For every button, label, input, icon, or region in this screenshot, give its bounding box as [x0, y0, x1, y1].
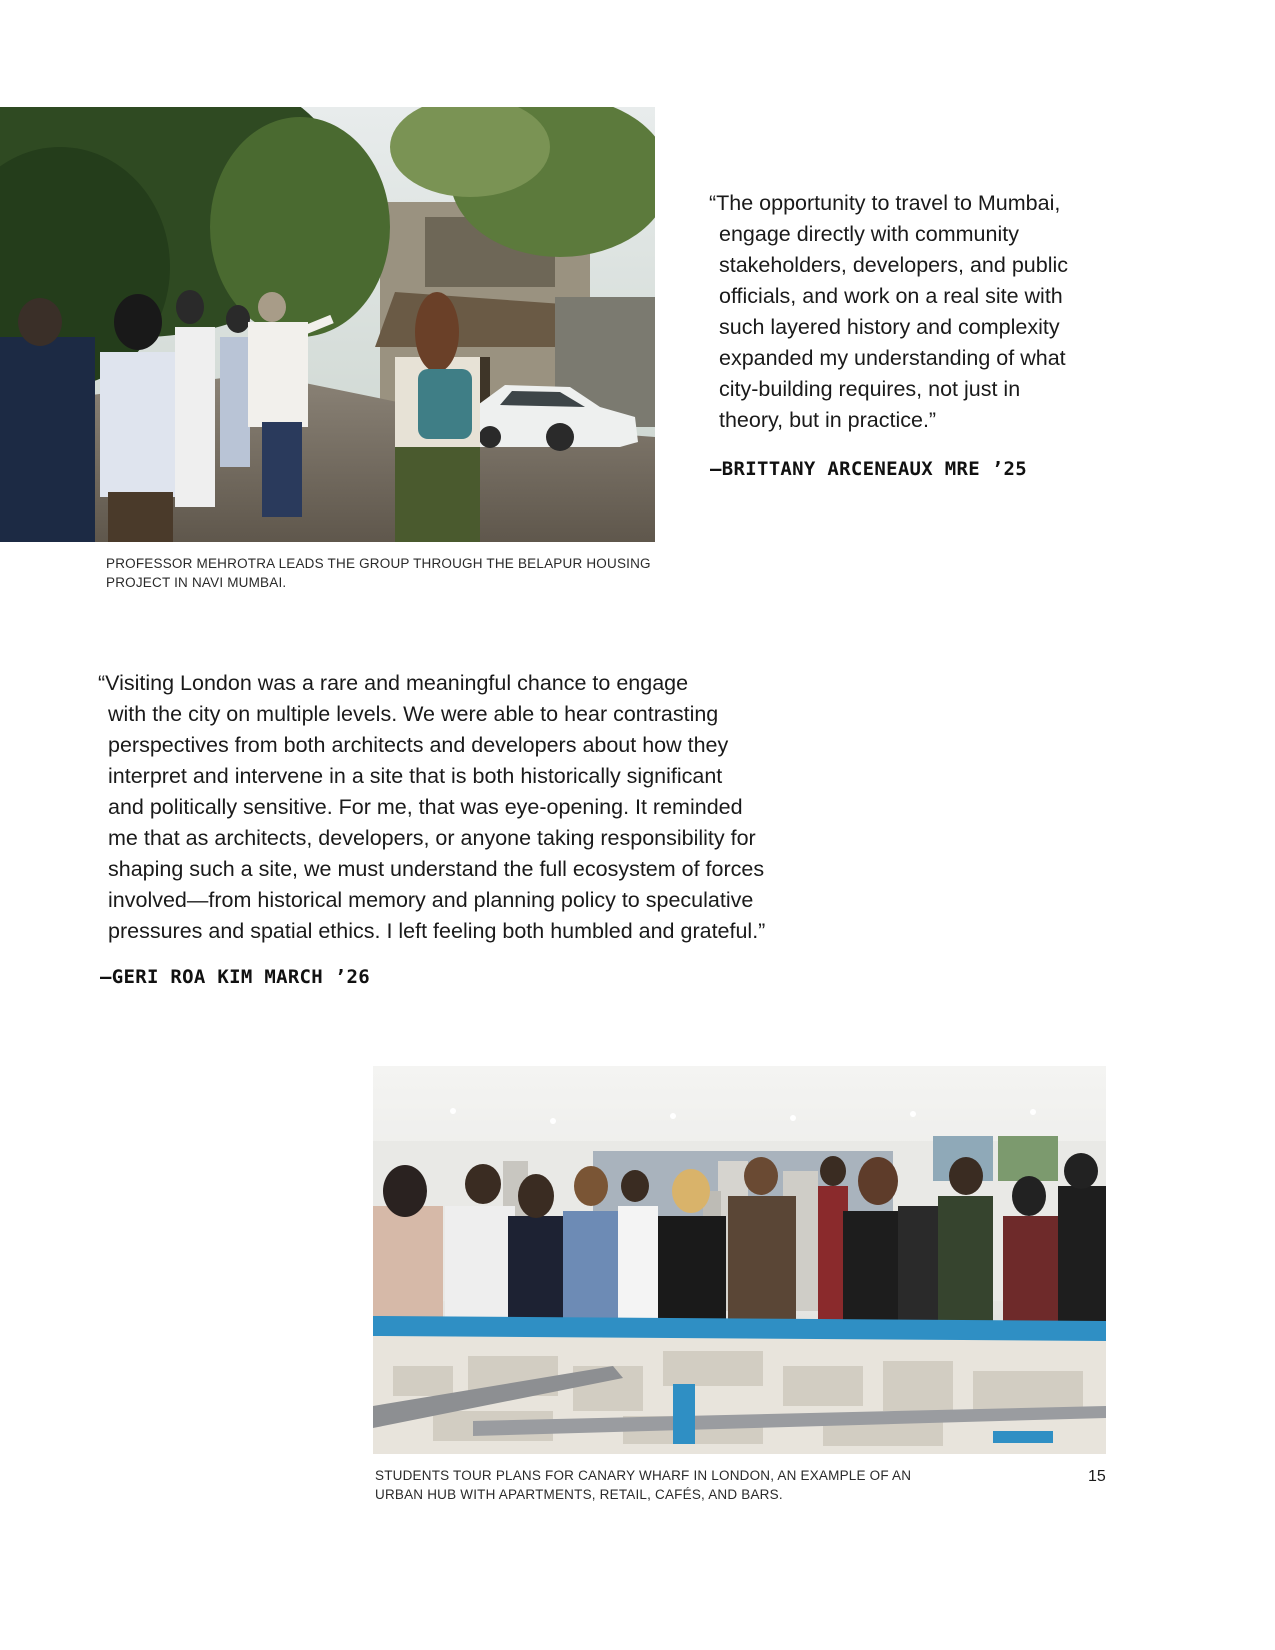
quote-line: city-building requires, not just in [719, 377, 1021, 401]
quote-line: interpret and intervene in a site that is both historically significant [108, 764, 723, 788]
caption-line: PROJECT IN NAVI MUMBAI. [106, 575, 287, 590]
quote-line: theory, but in practice.” [719, 408, 937, 432]
quote-line: with the city on multiple levels. We were able to hear contrasting [108, 702, 719, 726]
london-photo [373, 1066, 1106, 1454]
mumbai-photo-caption [106, 554, 666, 592]
quote-line: shaping such a site, we must understand the full ecosystem of forces [108, 857, 765, 881]
quote-line: me that as architects, developers, or anyone taking responsibility for [108, 826, 756, 850]
quote-line: expanded my understanding of what [719, 346, 1066, 370]
quote-line: and politically sensitive. For me, that was eye-opening. It reminded [108, 795, 743, 819]
quote-line: officials, and work on a real site with [719, 284, 1063, 308]
quote-line: engage directly with community [719, 222, 1019, 246]
quote-line: involved—from historical memory and planning policy to speculative [108, 888, 754, 912]
page-number: 15 [1088, 1468, 1106, 1485]
mumbai-quote [709, 188, 1229, 436]
london-quote [98, 668, 858, 947]
mumbai-photo [0, 107, 655, 542]
caption-line: STUDENTS TOUR PLANS FOR CANARY WHARF IN LONDON, AN EXAMPLE OF AN [375, 1468, 912, 1483]
quote-line: “The opportunity to travel to Mumbai, [709, 191, 1061, 215]
london-photo-caption [375, 1466, 935, 1504]
quote-line: such layered history and complexity [719, 315, 1060, 339]
mumbai-quote-attribution: –BRITTANY ARCENEAUX MRE ’25 [710, 458, 1027, 480]
caption-line: URBAN HUB WITH APARTMENTS, RETAIL, CAFÉS, AND BARS. [375, 1487, 783, 1502]
quote-line: pressures and spatial ethics. I left feeling both humbled and grateful.” [108, 919, 766, 943]
london-quote-attribution: –GERI ROA KIM MARCH ’26 [100, 966, 370, 988]
quote-line: stakeholders, developers, and public [719, 253, 1068, 277]
quote-line: “Visiting London was a rare and meaningful chance to engage [98, 671, 689, 695]
quote-line: perspectives from both architects and developers about how they [108, 733, 729, 757]
caption-line: PROFESSOR MEHROTRA LEADS THE GROUP THROUGH THE BELAPUR HOUSING [106, 556, 651, 571]
